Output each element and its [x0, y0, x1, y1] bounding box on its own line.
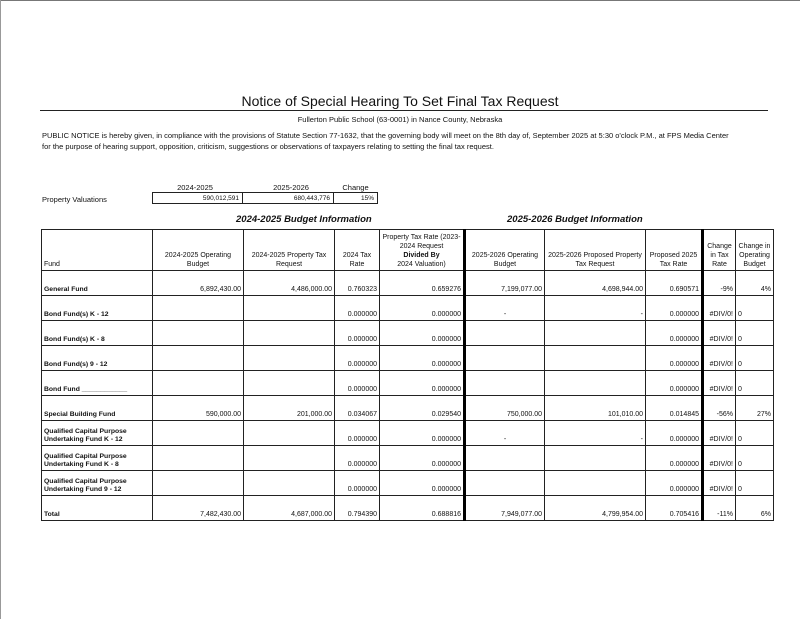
valuation-2025-value: 680,443,776 — [242, 192, 334, 204]
document-title: Notice of Special Hearing To Set Final Tax Request — [241, 93, 559, 109]
tax-rate-2024: 0.760323 — [335, 271, 380, 296]
tax-request-2024 — [244, 446, 335, 471]
fund-name: Special Building Fund — [42, 396, 153, 421]
tax-request-2024 — [244, 296, 335, 321]
op-budget-2025: - — [465, 421, 545, 446]
change-budget: 0 — [736, 446, 774, 471]
tax-rate-2024: 0.000000 — [335, 346, 380, 371]
tax-request-2025: - — [545, 421, 646, 446]
tax-request-2024: 4,687,000.00 — [244, 496, 335, 521]
property-tax-rate: 0.000000 — [380, 446, 465, 471]
header-tax-request-2024: 2024-2025 Property Tax Request — [244, 230, 335, 271]
table-row-total — [42, 496, 774, 521]
change-rate: #DIV/0! — [703, 321, 736, 346]
fund-name: General Fund — [42, 271, 153, 296]
op-budget-2024 — [153, 371, 244, 396]
tax-rate-2024: 0.794390 — [335, 496, 380, 521]
change-rate: #DIV/0! — [703, 421, 736, 446]
op-budget-2025: 750,000.00 — [465, 396, 545, 421]
change-rate: #DIV/0! — [703, 296, 736, 321]
op-budget-2025: 7,199,077.00 — [465, 271, 545, 296]
table-row — [42, 346, 774, 371]
tax-rate-2024: 0.000000 — [335, 371, 380, 396]
property-tax-rate: 0.000000 — [380, 296, 465, 321]
section-title-2025: 2025-2026 Budget Information — [507, 214, 643, 225]
table-row — [42, 321, 774, 346]
op-budget-2025 — [465, 446, 545, 471]
tax-request-2025 — [545, 321, 646, 346]
change-rate: #DIV/0! — [703, 471, 736, 496]
change-rate: -56% — [703, 396, 736, 421]
op-budget-2024 — [153, 421, 244, 446]
change-budget: 0 — [736, 296, 774, 321]
fund-name: Qualified Capital Purpose Undertaking Fund K - 8 — [42, 446, 153, 471]
fund-name: Bond Fund(s) 9 - 12 — [42, 346, 153, 371]
document-subtitle: Fullerton Public School (63-0001) in Nance County, Nebraska — [297, 115, 503, 124]
property-tax-rate: 0.688816 — [380, 496, 465, 521]
valuation-header-2025: 2025-2026 — [273, 183, 309, 192]
table-row — [42, 421, 774, 446]
budget-table — [41, 229, 774, 521]
fund-name: Bond Fund ____________ — [42, 371, 153, 396]
change-budget: 0 — [736, 321, 774, 346]
change-rate: -11% — [703, 496, 736, 521]
proposed-rate: 0.690571 — [646, 271, 703, 296]
property-tax-rate: 0.659276 — [380, 271, 465, 296]
proposed-rate: 0.000000 — [646, 371, 703, 396]
fund-name: Qualified Capital Purpose Undertaking Fund 9 - 12 — [42, 471, 153, 496]
header-proposed-rate: Proposed 2025 Tax Rate — [646, 230, 703, 271]
tax-request-2024: 4,486,000.00 — [244, 271, 335, 296]
change-budget: 6% — [736, 496, 774, 521]
tax-request-2025 — [545, 446, 646, 471]
change-budget: 0 — [736, 371, 774, 396]
proposed-rate: 0.000000 — [646, 321, 703, 346]
proposed-rate: 0.000000 — [646, 421, 703, 446]
change-budget: 0 — [736, 346, 774, 371]
tax-rate-2024: 0.000000 — [335, 321, 380, 346]
op-budget-2025 — [465, 346, 545, 371]
table-row — [42, 471, 774, 496]
change-budget: 27% — [736, 396, 774, 421]
tax-request-2024 — [244, 371, 335, 396]
table-row — [42, 446, 774, 471]
op-budget-2025 — [465, 471, 545, 496]
property-tax-rate: 0.000000 — [380, 421, 465, 446]
valuation-header-change: Change — [342, 183, 369, 192]
header-op-budget-2024: 2024-2025 Operating Budget — [153, 230, 244, 271]
header-fund: Fund — [42, 230, 153, 271]
header-ptr-line2: Divided By — [403, 252, 440, 259]
op-budget-2024 — [153, 471, 244, 496]
section-title-2024: 2024-2025 Budget Information — [236, 214, 372, 225]
property-tax-rate: 0.029540 — [380, 396, 465, 421]
tax-request-2024 — [244, 421, 335, 446]
fund-name: Total — [42, 496, 153, 521]
proposed-rate: 0.000000 — [646, 471, 703, 496]
valuation-change-value: 15% — [333, 192, 378, 204]
op-budget-2025 — [465, 371, 545, 396]
tax-request-2024: 201,000.00 — [244, 396, 335, 421]
tax-rate-2024: 0.000000 — [335, 446, 380, 471]
property-tax-rate: 0.000000 — [380, 321, 465, 346]
table-header-row — [42, 230, 774, 271]
tax-request-2025: 101,010.00 — [545, 396, 646, 421]
op-budget-2024 — [153, 296, 244, 321]
tax-rate-2024: 0.000000 — [335, 421, 380, 446]
change-rate: -9% — [703, 271, 736, 296]
header-tax-rate-2024: 2024 Tax Rate — [335, 230, 380, 271]
change-rate: #DIV/0! — [703, 371, 736, 396]
change-budget: 0 — [736, 471, 774, 496]
valuation-2024-value: 590,012,591 — [152, 192, 243, 204]
change-rate: #DIV/0! — [703, 346, 736, 371]
tax-request-2024 — [244, 321, 335, 346]
header-tax-request-2025: 2025-2026 Proposed Property Tax Request — [545, 230, 646, 271]
op-budget-2025: 7,949,077.00 — [465, 496, 545, 521]
property-tax-rate: 0.000000 — [380, 346, 465, 371]
op-budget-2024 — [153, 321, 244, 346]
proposed-rate: 0.000000 — [646, 296, 703, 321]
property-tax-rate: 0.000000 — [380, 471, 465, 496]
tax-request-2025 — [545, 346, 646, 371]
fund-name: Bond Fund(s) K - 12 — [42, 296, 153, 321]
op-budget-2024 — [153, 346, 244, 371]
header-change-budget: Change in Operating Budget — [736, 230, 774, 271]
tax-rate-2024: 0.000000 — [335, 471, 380, 496]
tax-request-2025 — [545, 371, 646, 396]
tax-rate-2024: 0.000000 — [335, 296, 380, 321]
op-budget-2024 — [153, 446, 244, 471]
public-notice — [42, 131, 777, 152]
header-ptr-line3: 2024 Valuation) — [397, 261, 446, 268]
op-budget-2025 — [465, 321, 545, 346]
fund-name: Qualified Capital Purpose Undertaking Fund K - 12 — [42, 421, 153, 446]
op-budget-2024: 6,892,430.00 — [153, 271, 244, 296]
notice-line-2: for the purpose of hearing support, opposition, criticism, suggestions or observations of taxpayers relating to setting the final tax request. — [42, 141, 494, 151]
op-budget-2024: 590,000.00 — [153, 396, 244, 421]
tax-request-2025: - — [545, 296, 646, 321]
table-row — [42, 296, 774, 321]
table-row — [42, 371, 774, 396]
tax-request-2025: 4,698,944.00 — [545, 271, 646, 296]
proposed-rate: 0.000000 — [646, 346, 703, 371]
title-underline — [40, 110, 768, 111]
op-budget-2025: - — [465, 296, 545, 321]
page-edge-top — [0, 0, 800, 1]
proposed-rate: 0.000000 — [646, 446, 703, 471]
tax-request-2025 — [545, 471, 646, 496]
tax-request-2024 — [244, 471, 335, 496]
header-property-tax-rate — [380, 230, 465, 271]
table-row — [42, 396, 774, 421]
header-change-rate: Change in Tax Rate — [703, 230, 736, 271]
header-op-budget-2025: 2025-2026 Operating Budget — [465, 230, 545, 271]
proposed-rate: 0.705416 — [646, 496, 703, 521]
table-row — [42, 271, 774, 296]
change-budget: 0 — [736, 421, 774, 446]
change-budget: 4% — [736, 271, 774, 296]
change-rate: #DIV/0! — [703, 446, 736, 471]
op-budget-2024: 7,482,430.00 — [153, 496, 244, 521]
tax-rate-2024: 0.034067 — [335, 396, 380, 421]
tax-request-2025: 4,799,954.00 — [545, 496, 646, 521]
valuation-label: Property Valuations — [42, 195, 107, 204]
valuation-header-2024: 2024-2025 — [177, 183, 213, 192]
notice-line-1: PUBLIC NOTICE is hereby given, in compliance with the provisions of Statute Section 77-1632, that the governing body will meet on the 8th day of, September 2025 at 5:30 o'clock P.M., at FPS Media Center — [42, 131, 729, 140]
proposed-rate: 0.014845 — [646, 396, 703, 421]
fund-name: Bond Fund(s) K - 8 — [42, 321, 153, 346]
property-tax-rate: 0.000000 — [380, 371, 465, 396]
tax-request-2024 — [244, 346, 335, 371]
header-ptr-line1: Property Tax Rate (2023-2024 Request — [382, 234, 461, 250]
